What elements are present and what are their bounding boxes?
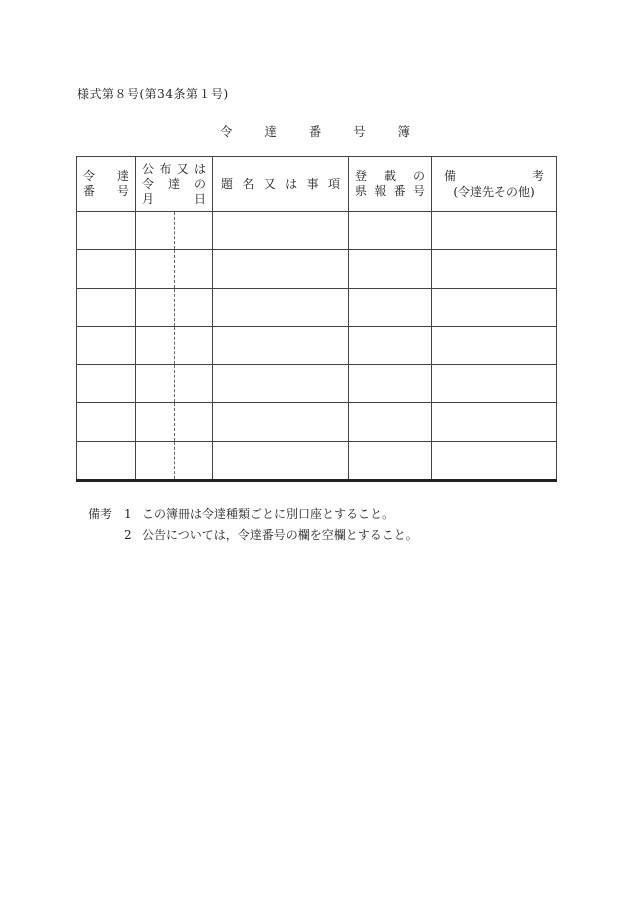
cell-day[interactable] (175, 326, 213, 364)
cell-order-number[interactable] (77, 250, 136, 288)
remarks-item-number: 1 (124, 507, 132, 521)
title-char: 達 (264, 124, 277, 139)
cell-gazette-number[interactable] (349, 365, 432, 403)
cell-remarks[interactable] (432, 250, 557, 288)
title-char: 令 (220, 124, 233, 139)
cell-subject[interactable] (213, 288, 349, 326)
cell-order-number[interactable] (77, 212, 136, 250)
cell-subject[interactable] (213, 441, 349, 480)
table-header-row (77, 157, 557, 212)
cell-remarks[interactable] (432, 326, 557, 364)
cell-subject[interactable] (213, 212, 349, 250)
remarks-item-number: 2 (124, 528, 132, 542)
cell-gazette-number[interactable] (349, 212, 432, 250)
table-row (77, 326, 557, 364)
cell-order-number[interactable] (77, 288, 136, 326)
header-remarks: 備 考 (令達先その他) (432, 157, 557, 212)
table-row (77, 365, 557, 403)
cell-day[interactable] (175, 288, 213, 326)
cell-order-number[interactable] (77, 403, 136, 441)
cell-remarks[interactable] (432, 403, 557, 441)
table-row (77, 403, 557, 441)
cell-gazette-number[interactable] (349, 326, 432, 364)
title-char: 簿 (397, 124, 410, 139)
cell-gazette-number[interactable] (349, 288, 432, 326)
form-number-label: 様式第８号(第34条第１号) (77, 87, 229, 101)
table-row (77, 250, 557, 288)
header-date: 公 布 又 は 令 達 の 月 日 (136, 157, 213, 212)
cell-month[interactable] (136, 326, 175, 364)
cell-gazette-number[interactable] (349, 441, 432, 480)
cell-month[interactable] (136, 212, 175, 250)
remarks-item (88, 525, 418, 546)
header-order-number: 令 達 番 号 (77, 157, 136, 212)
remarks-item-text: 公告については，令達番号の欄を空欄とすること。 (142, 528, 418, 542)
cell-month[interactable] (136, 403, 175, 441)
title-char: 番 (308, 124, 322, 139)
cell-subject[interactable] (213, 365, 349, 403)
cell-remarks[interactable] (432, 212, 557, 250)
cell-remarks[interactable] (432, 365, 557, 403)
cell-remarks[interactable] (432, 288, 557, 326)
cell-subject[interactable] (213, 326, 349, 364)
cell-day[interactable] (175, 212, 213, 250)
cell-subject[interactable] (213, 250, 349, 288)
ledger-table (76, 156, 556, 482)
cell-month[interactable] (136, 365, 175, 403)
page-title (220, 122, 410, 140)
cell-gazette-number[interactable] (349, 403, 432, 441)
cell-order-number[interactable] (77, 326, 136, 364)
remarks-item-text: この簿冊は令達種類ごとに別口座とすること。 (142, 507, 395, 521)
cell-month[interactable] (136, 288, 175, 326)
table-row (77, 212, 557, 250)
table-row (77, 288, 557, 326)
cell-day[interactable] (175, 365, 213, 403)
remarks-heading: 備考 (88, 507, 113, 521)
cell-gazette-number[interactable] (349, 250, 432, 288)
cell-order-number[interactable] (77, 441, 136, 480)
title-char: 号 (353, 124, 366, 139)
remarks-item (88, 504, 418, 525)
cell-day[interactable] (175, 250, 213, 288)
remarks-notes (88, 504, 418, 546)
cell-order-number[interactable] (77, 365, 136, 403)
header-gazette-number: 登 載 の 県 報 番 号 (349, 157, 432, 212)
header-subject: 題 名 又 は 事 項 (213, 157, 349, 212)
cell-day[interactable] (175, 403, 213, 441)
cell-month[interactable] (136, 250, 175, 288)
cell-subject[interactable] (213, 403, 349, 441)
cell-day[interactable] (175, 441, 213, 480)
cell-month[interactable] (136, 441, 175, 480)
cell-remarks[interactable] (432, 441, 557, 480)
table-row (77, 441, 557, 480)
